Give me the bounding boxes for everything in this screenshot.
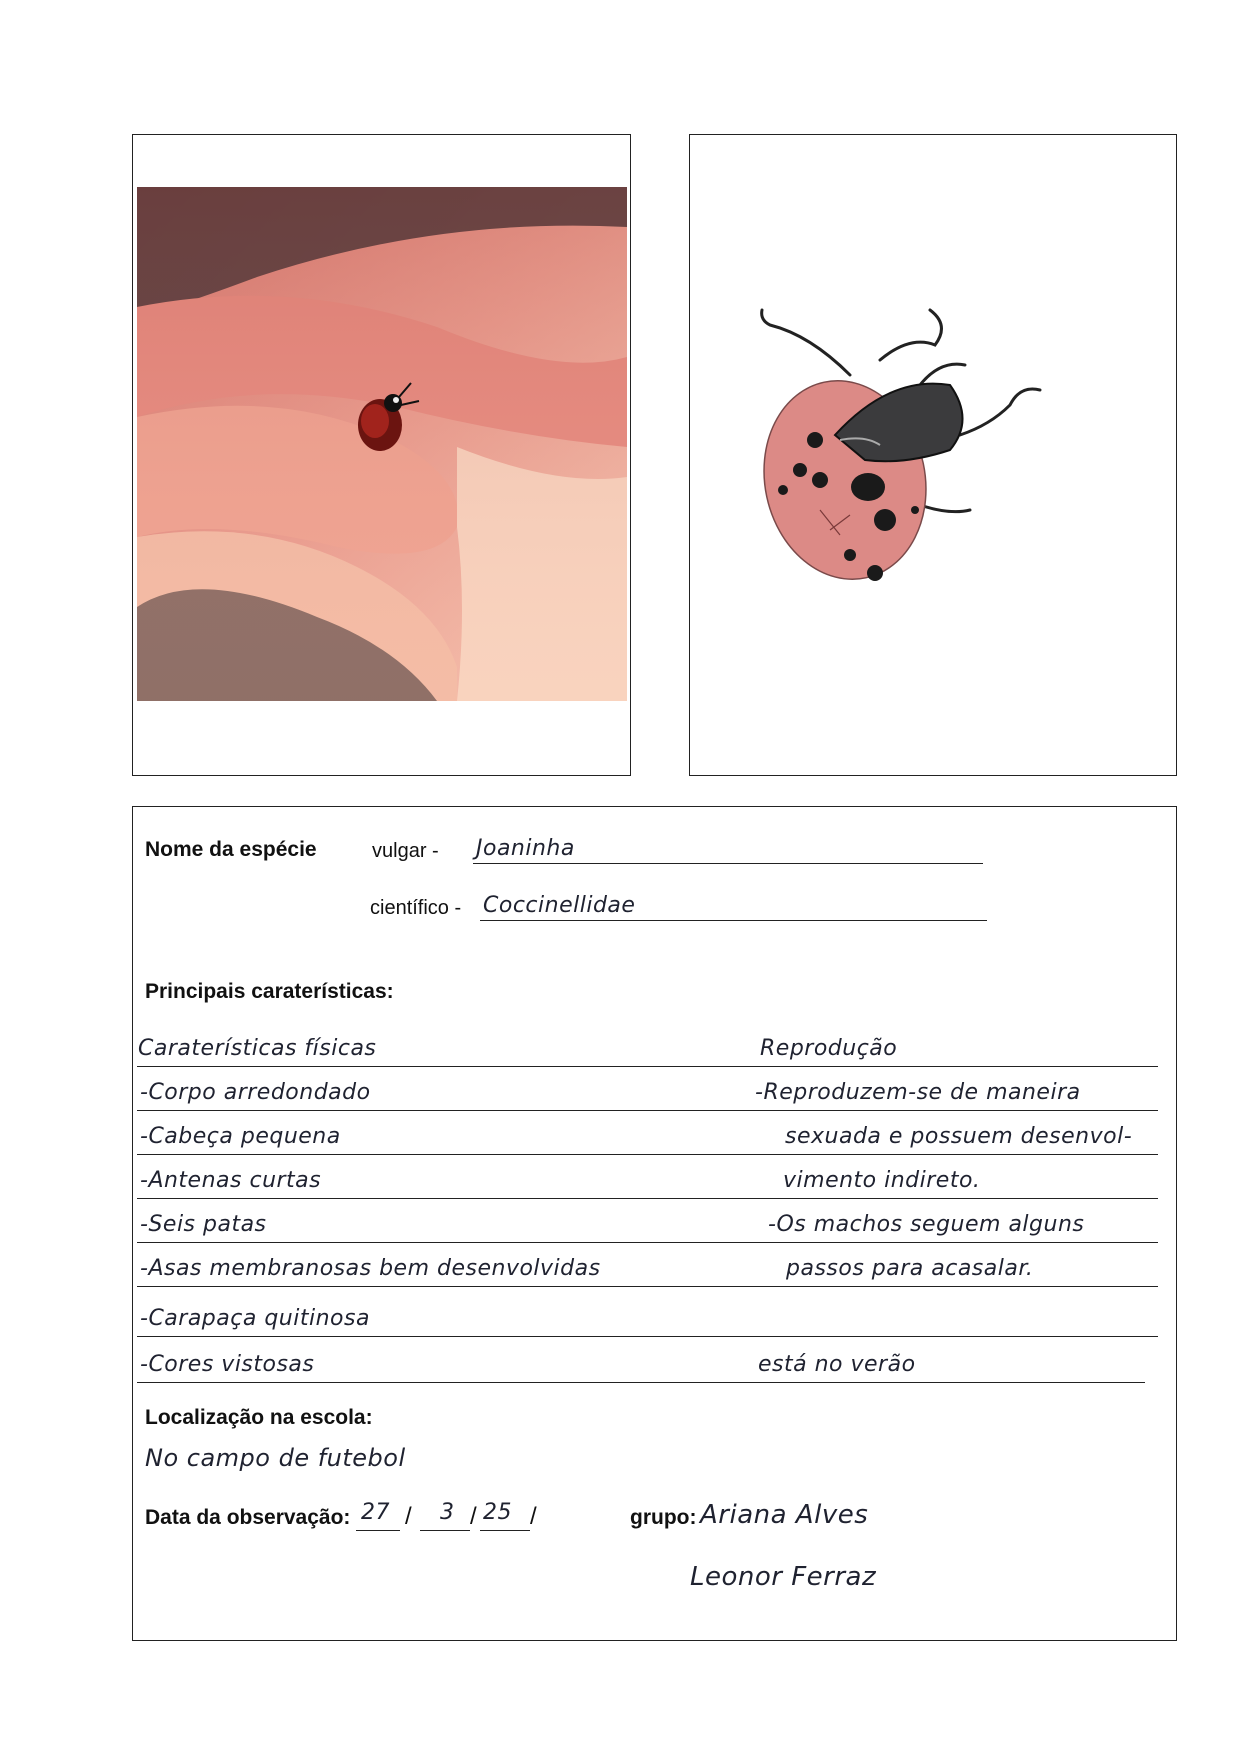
right-line-6: passos para acasalar. (786, 1256, 1034, 1281)
data-underline-2 (420, 1530, 470, 1531)
left-line-4: -Antenas curtas (140, 1168, 322, 1193)
left-line-2: -Corpo arredondado (140, 1080, 371, 1105)
left-line-1: Caraterísticas físicas (138, 1036, 377, 1061)
localizacao-value: No campo de futebol (145, 1444, 406, 1472)
cientifico-value: Coccinellidae (483, 893, 636, 918)
right-line-2: -Reproduzem-se de maneira (755, 1080, 1081, 1105)
left-line-8: -Cores vistosas (140, 1352, 315, 1377)
grupo-member-1: Ariana Alves (700, 1500, 869, 1530)
cientifico-underline (480, 920, 987, 921)
nome-especie-label: Nome da espécie (145, 838, 317, 861)
data-underline-1 (356, 1530, 400, 1531)
data-underline-3 (480, 1530, 530, 1531)
ladybug-drawing (690, 135, 1176, 775)
cientifico-label: científico - (370, 897, 462, 919)
data-separator-1: / (405, 1503, 412, 1530)
left-line-6: -Asas membranosas bem desenvolvidas (140, 1256, 601, 1281)
data-separator-2: / (470, 1503, 477, 1530)
drawing-frame (689, 134, 1177, 776)
left-line-5: -Seis patas (140, 1212, 267, 1237)
right-line-3: sexuada e possuem desenvol- (785, 1124, 1133, 1149)
ladybug-photo (137, 187, 627, 701)
grupo-member-2: Leonor Ferraz (690, 1562, 877, 1592)
right-line-5: -Os machos seguem alguns (768, 1212, 1085, 1237)
localizacao-label: Localização na escola: (145, 1406, 373, 1429)
vulgar-underline (473, 863, 983, 864)
right-line-1: Reprodução (760, 1036, 898, 1061)
data-mes: 3 (440, 1500, 455, 1525)
left-line-3: -Cabeça pequena (140, 1124, 341, 1149)
right-line-8: está no verão (758, 1352, 916, 1377)
data-dia: 27 (361, 1500, 390, 1525)
vulgar-value: Joaninha (476, 836, 575, 861)
caracteristicas-heading: Principais caraterísticas: (145, 980, 394, 1003)
right-line-4: vimento indireto. (783, 1168, 981, 1193)
photo-frame (132, 134, 631, 776)
data-ano: 25 (483, 1500, 512, 1525)
data-observacao-label: Data da observação: (145, 1506, 351, 1529)
left-line-7: -Carapaça quitinosa (140, 1306, 370, 1331)
grupo-label: grupo: (630, 1506, 697, 1529)
data-separator-3: / (530, 1503, 537, 1530)
vulgar-label: vulgar - (372, 840, 439, 862)
